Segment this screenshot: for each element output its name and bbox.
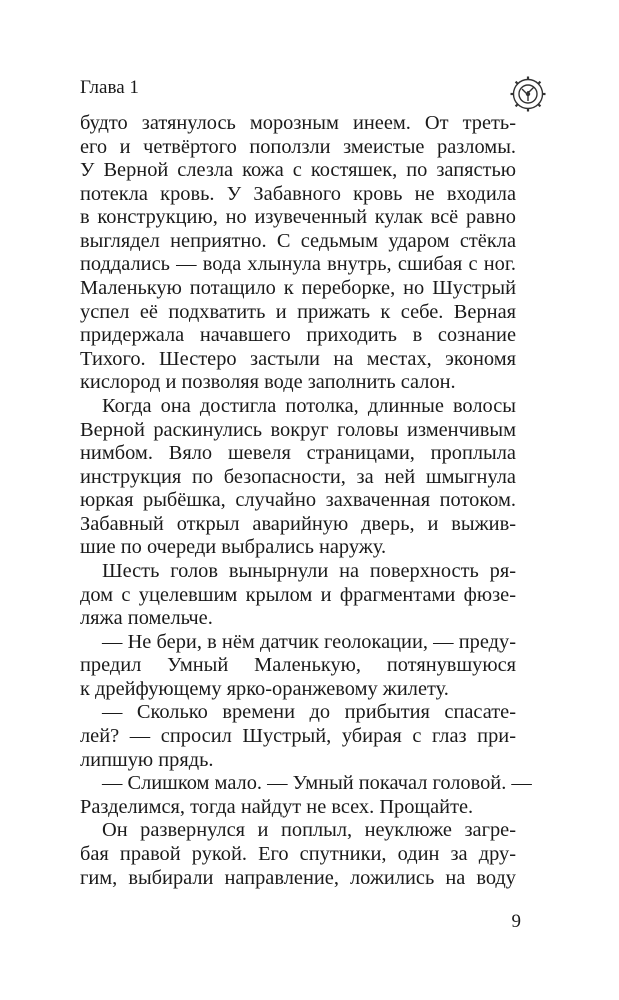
text-line: — Сколько времени до прибытия спасате- [102, 701, 516, 724]
text-line: Он развернулся и поплыл, неуклюже загре- [102, 819, 516, 842]
text-line: дом с уцелевшим крылом и фрагментами фюзе- [80, 583, 516, 606]
running-header [80, 74, 549, 114]
text-line: шие по очереди выбрались наружу. [80, 536, 387, 559]
page-number: 9 [511, 911, 521, 932]
text-line: лей? — спросил Шустрый, убирая с глаз при- [80, 725, 516, 748]
text-line: — Слишком мало. — Умный покачал головой. — [102, 772, 532, 795]
text-line: Тихого. Шестеро застыли на местах, экономя [80, 347, 516, 370]
text-line: бая правой рукой. Его спутники, один за дру- [80, 842, 516, 865]
text-line: к дрейфующему ярко-оранжевому жилету. [80, 677, 449, 700]
text-line: Маленькую потащило к переборке, но Шустрый [80, 277, 516, 300]
text-line: кислород и позволяя воде заполнить салон. [80, 371, 456, 394]
text-line: потекла кровь. У Забавного кровь не входила [80, 182, 516, 205]
text-line: У Верной слезла кожа с костяшек, по запястью [80, 159, 516, 182]
text-line: ляжа помельче. [80, 607, 213, 630]
text-line: Когда она достигла потолка, длинные волосы [102, 394, 516, 417]
text-line: поддались — вода хлынула внутрь, сшибая с ног. [80, 253, 516, 276]
text-line: успел её подхватить и прижать к себе. Верная [80, 300, 516, 323]
chapter-label: Глава 1 [80, 77, 139, 98]
text-line: — Не бери, в нём датчик геолокации, — преду- [102, 630, 516, 653]
text-line: его и четвёртого поползли змеистые разломы. [80, 135, 516, 158]
text-line: Верной раскинулись вокруг головы изменчивым [80, 418, 516, 441]
text-line: придержала начавшего приходить в сознание [80, 324, 516, 347]
text-line: Забавный открыл аварийную дверь, и выжив- [80, 512, 516, 535]
text-line: в конструкцию, но изувеченный кулак всё равно [80, 206, 516, 229]
text-line: Шесть голов вынырнули на поверхность ря- [102, 559, 516, 582]
text-line: выглядел неприятно. С седьмым ударом стёкла [80, 229, 516, 252]
text-line: предил Умный Маленькую, потянувшуюся [80, 654, 516, 677]
text-line: юркая рыбёшка, случайно захваченная потоком. [80, 489, 516, 512]
gear-tree-emblem-icon [507, 74, 549, 114]
text-line: гим, выбирали направление, ложились на воду [80, 866, 516, 889]
text-line: Разделимся, тогда найдут не всех. Прощайте. [80, 795, 474, 818]
text-line: будто затянулось морозным инеем. От треть- [80, 112, 516, 134]
text-line: нимбом. Вяло шевеля страницами, проплыла [80, 442, 516, 465]
body-text [80, 112, 532, 890]
text-line: инструкция по безопасности, за ней шмыгнула [80, 465, 516, 488]
text-line: липшую прядь. [80, 748, 214, 771]
